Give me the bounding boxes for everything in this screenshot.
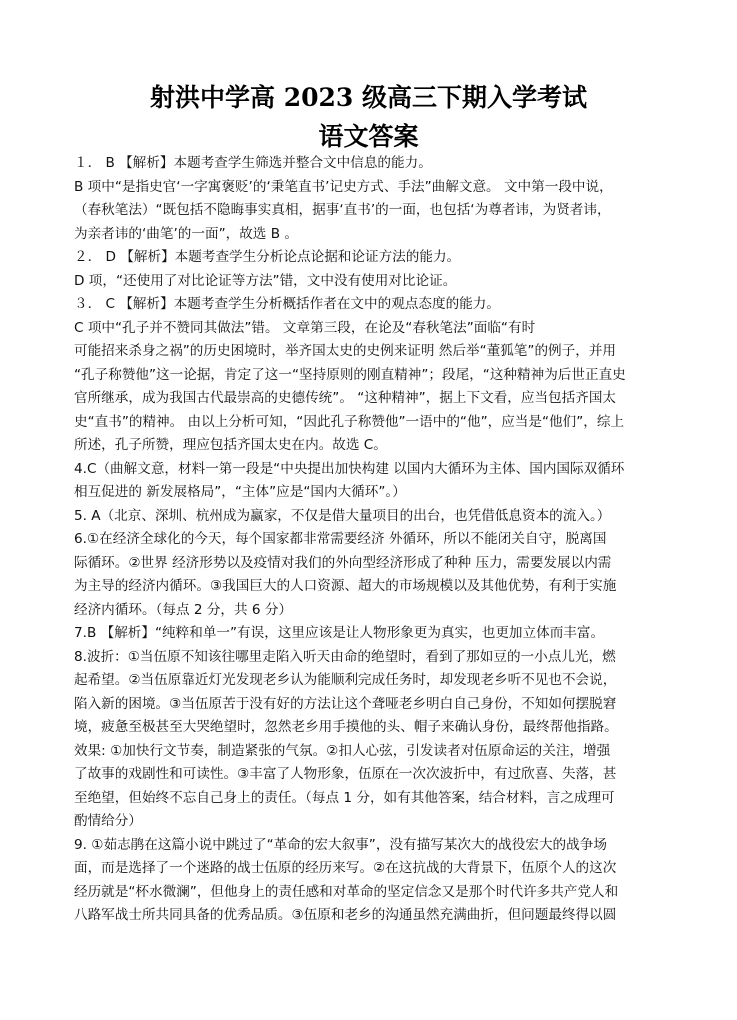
answer-text-line: 9. ①茹志鹃在这篇小说中跳过了“革命的宏大叙事”，没有描写某次大的战役宏大的战争场 (74, 836, 607, 853)
answer-text-line: ２． D 【解析】本题考查学生分析论点论据和论证方法的能力。 (74, 249, 461, 265)
answer-text-line: 为亲者讳的‘曲笔’的一面”，故选 B 。 (74, 225, 298, 242)
answer-text-line: （春秋笔法）“既包括不隐晦事实真相，据事‘直书’的一面，也包括‘为尊者讳，为贤者讳， (74, 202, 611, 218)
answer-text-line: 为主导的经济内循环。③我国巨大的人口资源、超大的市场规模以及其他优势，有利于实施 (74, 578, 617, 594)
answer-text-line: 际循环。②世界 经济形势以及疫情对我们的外向型经济形成了种种 压力，需要发展以内需 (74, 554, 612, 571)
answer-text-line: C 项中“孔子并不赞同其做法”错。 文章第三段，在论及“春秋笔法”面临“有时 (74, 319, 536, 336)
answer-text-line: 起希望。②当伍原靠近灯光发现老乡认为能顺利完成任务时，却发现老乡听不见也不会说， (74, 672, 617, 688)
answer-text-line: 效果: ①加快行文节奏，制造紧张的气氛。②扣人心弦，引发读者对伍原命运的关注，增强 (74, 742, 611, 759)
answer-text-line: “孔子称赞他”这一论据，肯定了这一“坚持原则的刚直精神”；段尾，“这种精神为后世正直史 (74, 366, 626, 383)
answer-text-line: １． B 【解析】本题考查学生筛选并整合文中信息的能力。 (74, 155, 432, 171)
answer-text-line: 八路军战士所共同具备的优秀品质。③伍原和老乡的沟通虽然充满曲折，但问题最终得以圆 (74, 907, 617, 923)
answer-text-line: 至绝望，但始终不忘自己身上的责任。（每点 1 分，如有其他答案，结合材料，言之成理可 (74, 789, 615, 806)
answer-text-line: 8.波折：①当伍原不知该往哪里走陷入听天由命的绝望时，看到了那如豆的一小点儿光，燃 (74, 648, 616, 665)
answer-text-line: 官所继承，成为我国古代最崇高的史德传统”。 “这种精神”，据上下文看，应当包括齐国太 (74, 390, 617, 406)
answer-text-line: 所述，孔子所赞，理应包括齐国太史在内。故选 C。 (74, 437, 387, 453)
answer-text-line: 境，疲惫至极甚至大哭绝望时，忽然老乡用手摸他的头、帽子来确认身份，最终帮他指路。 (74, 719, 618, 735)
exam-title: 射洪中学高 2023 级高三下期入学考试 (150, 83, 587, 112)
answer-text-line: 7.B 【解析】“纯粹和单一”有误，这里应该是让人物形象更为真实，也更加立体而丰富。 (74, 625, 605, 641)
answer-text-line: B 项中“是指史官‘一字寓褒贬’的‘秉笔直书’记史方式、手法”曲解文意。 文中第一段中说， (74, 178, 613, 195)
answer-text-line: D 项，“还使用了对比论证等方法”错，文中没有使用对比论证。 (74, 272, 457, 289)
answer-text-line: 了故事的戏剧性和可读性。③丰富了人物形象，伍原在一次次波折中，有过欣喜、失落，甚 (74, 766, 617, 782)
exam-subtitle: 语文答案 (318, 122, 419, 151)
answer-text-line: ３． C 【解析】本题考查学生分析概括作者在文中的观点态度的能力。 (74, 296, 500, 312)
answer-text-line: 6.①在经济全球化的今天，每个国家都非常需要经济 外循环，所以不能闭关自守，脱离国 (74, 531, 607, 547)
answer-text-line: 经济内循环。（每点 2 分，共 6 分） (74, 601, 293, 618)
answer-text-line: 5. A（北京、深圳、杭州成为赢家，不仅是借大量项目的出台，也凭借低息资本的流入。） (74, 507, 611, 524)
answer-text-line: 相互促进的 新发展格局”，“主体”应是“国内大循环”。） (74, 484, 406, 500)
answer-text-line: 4.C（曲解文意，材料一第一段是“中央提出加快构建 以国内大循环为主体、国内国际双循环 (74, 460, 625, 477)
answer-text-line: 陷入新的困境。③当伍原苦于没有好的方法让这个聋哑老乡明白自己身份，不知如何摆脱窘 (74, 695, 617, 712)
answer-body (74, 152, 674, 928)
answer-text-line: 酌情给分） (74, 813, 142, 829)
answer-text-line: 面，而是选择了一个迷路的战士伍原的经历来写。②在这抗战的大背景下，伍原个人的这次 (74, 860, 617, 876)
answer-text-line: 经历就是“杯水微澜”，但他身上的责任感和对革命的坚定信念又是那个时代许多共产党人和 (74, 883, 619, 900)
answer-text-line: 可能招来杀身之祸”的历史困境时，举齐国太史的史例来证明 然后举“董狐笔”的例子，并用 (74, 343, 617, 359)
answer-text-line: 史“直书”的精神。 由以上分析可知，“因此孔子称赞他”一语中的“他”，应当是“他们”，综上 (74, 413, 625, 430)
